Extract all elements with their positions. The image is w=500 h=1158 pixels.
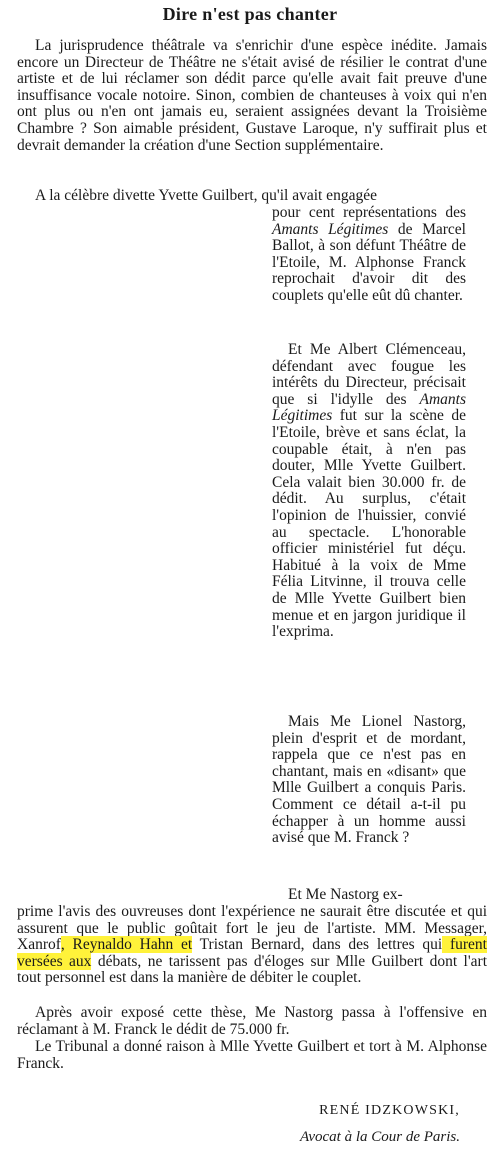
engagement-text-b: de Marcel Ballot, à son défunt Théâtre de l'Etoile, M. Alphonse Franck reprochait d'avoir dit des couplets qu'elle eût dû chanter. (272, 220, 466, 304)
author-signature: RENÉ IDZKOWSKI, (319, 1103, 460, 1118)
highlight-reynaldo-hahn: , Reynaldo Hahn et (60, 936, 193, 954)
engagement-text-a: pour cent représentations des (272, 204, 466, 221)
article-title: Dire n'est pas chanter (162, 4, 338, 24)
paragraph-intro: La jurisprudence théâtrale va s'enrichir d'une espèce inédite. Jamais encore un Directeur de Théâtre ne s'était avisé de résilier le contrat d'une artiste et de lui réclamer son dédit parce qu'elle avait fait preuve d'une insuffisance vocale notoire. Sinon, combien de chanteuses à voix qui n'en ont plus ou n'en ont jamais eu, seraient assignées devant la Troisième Chambre ? Son aimable président, Gustave Laroque, n'y suffirait plus et devrait demander la création d'une Section supplémentaire. (17, 37, 487, 154)
paragraph-guilbert-lead: A la célèbre divette Yvette Guilbert, qu'il avait engagée (35, 187, 377, 204)
author-title: Avocat à la Cour de Paris. (300, 1129, 460, 1145)
clemenceau-text-b: fut sur la scène de l'Etoile, brève et sans éclat, la coupable était, à n'en pas douter, Mlle Yvette Guilbert. Cela valait bien 30.000 fr. de dédit. Au surplus, c'était l'opinion de l'huissier, convié au spectacle. L'honorable officier ministériel fut déçu. Habitué à la voix de Mme Félia Litvinne, il trouva celle de Mlle Yvette Guilbert bien menue et en jargon juridique il l'exprima. (272, 407, 466, 641)
paragraph-nastorg: Mais Me Lionel Nastorg, plein d'esprit et de mordant, rappela que ce n'est pas en chantant, mais en «disant» que Mlle Guilbert a conquis Paris. Comment ce détail a-t-il pu échapper à un homme aussi avisé que M. Franck ? (272, 713, 466, 847)
paragraph-ouvreuses (17, 904, 487, 987)
ouvreuses-text-c: débats, ne tarissent pas d'éloges sur Mlle Guilbert dont l'art tout personnel est dans la manière de débiter le couplet. (17, 952, 488, 987)
ouvreuses-text-a: prime l'avis des ouvreuses dont l'expérience ne saurait être discutée et qui assurent que le public goûtait fort le jeu de l'artiste. MM. Messager, Xanrof (17, 903, 487, 954)
play-title-italic: Amants Légitimes (272, 220, 389, 238)
paragraph-offensive: Après avoir exposé cette thèse, Me Nastorg passa à l'offensive en réclamant à M. Franck le dédit de 75.000 fr. (17, 1004, 487, 1038)
paragraph-engagement (272, 205, 466, 305)
play-title-italic-2: Amants Légitimes (272, 390, 466, 425)
clemenceau-text-a: Et Me Albert Clémenceau, défendant avec fougue les intérêts du Directeur, précisait que si l'idylle des (272, 341, 466, 408)
paragraph-nastorg-lead: Et Me Nastorg ex- (288, 886, 403, 903)
highlight-versees-aux: furent versées aux (17, 936, 487, 970)
paragraph-clemenceau (272, 342, 466, 641)
ouvreuses-text-b: Tristan Bernard, dans des lettres qui (192, 936, 443, 954)
paragraph-verdict: Le Tribunal a donné raison à Mlle Yvette Guilbert et tort à M. Alphonse Franck. (17, 1038, 487, 1072)
